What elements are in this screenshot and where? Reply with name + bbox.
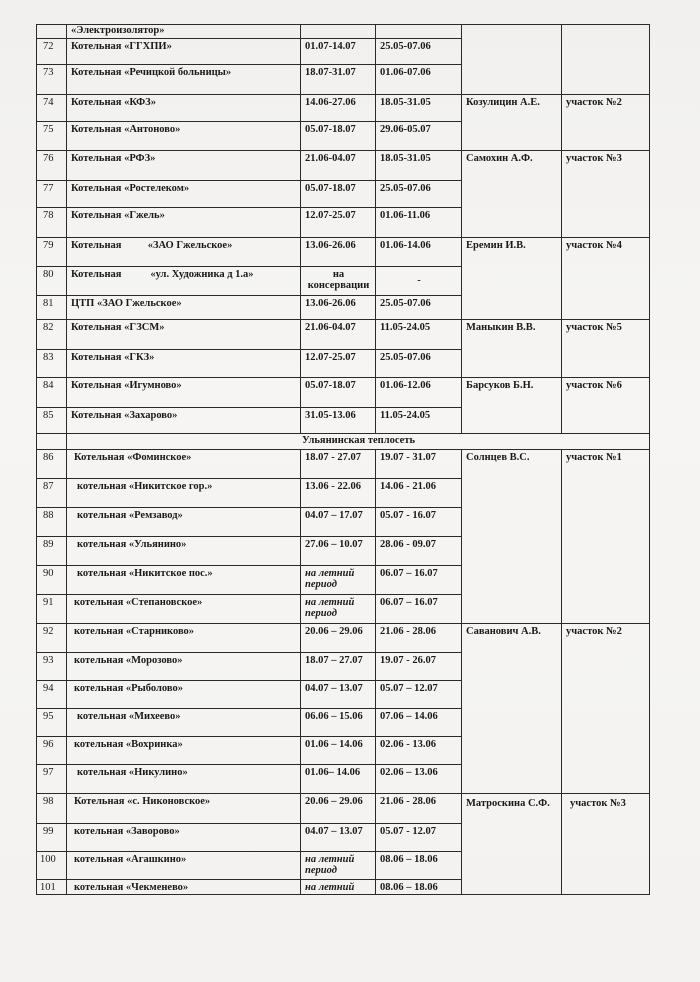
test-period: 20.06 – 29.06	[301, 794, 376, 824]
boiler-name: Котельная «ул. Художника д 1.а»	[67, 267, 301, 296]
row-number	[37, 25, 67, 39]
row-number: 98	[37, 794, 67, 824]
test-period: 04.07 – 17.07	[301, 508, 376, 537]
boiler-name: Котельная «ГКЗ»	[67, 350, 301, 378]
responsible-person: Барсуков Б.Н.	[462, 378, 562, 434]
test-period: 21.06-04.07	[301, 151, 376, 181]
responsible-person: Матроскина С.Ф.	[462, 794, 562, 895]
responsible-person: Самохин А.Ф.	[462, 151, 562, 238]
row-number: 86	[37, 450, 67, 479]
boiler-name: Котельная «ГЗСМ»	[67, 320, 301, 350]
row-number: 94	[37, 681, 67, 709]
boiler-name: котельная «Морозово»	[67, 653, 301, 681]
boiler-name: котельная «Старниково»	[67, 624, 301, 653]
test-period: 21.06-04.07	[301, 320, 376, 350]
row-number: 75	[37, 122, 67, 151]
area-label: участок №4	[562, 238, 650, 320]
row-number: 89	[37, 537, 67, 566]
responsible-person: Саванович А.В.	[462, 624, 562, 794]
row-number: 73	[37, 65, 67, 95]
test-period: 01.06– 14.06	[301, 765, 376, 794]
boiler-name: котельная «Ульянино»	[67, 537, 301, 566]
shutdown-period: 06.07 – 16.07	[376, 595, 462, 624]
row-number: 92	[37, 624, 67, 653]
boiler-name: Котельная «Фоминское»	[67, 450, 301, 479]
boiler-name: котельная «Агашкино»	[67, 852, 301, 880]
boiler-name: Котельная «ЗАО Гжельское»	[67, 238, 301, 267]
boiler-name: Котельная «КФЗ»	[67, 95, 301, 122]
boiler-name: Котельная «Ростелеком»	[67, 181, 301, 208]
row-number: 100	[37, 852, 67, 880]
shutdown-period: 18.05-31.05	[376, 151, 462, 181]
table-row	[37, 95, 650, 122]
row-number: 78	[37, 208, 67, 238]
shutdown-period: 01.06-12.06	[376, 378, 462, 408]
table-row	[37, 320, 650, 350]
table-row	[37, 378, 650, 408]
shutdown-period: 11.05-24.05	[376, 320, 462, 350]
table-row	[37, 450, 650, 479]
boiler-name: «Электроизолятор»	[67, 25, 301, 39]
boiler-name: котельная «Чекменево»	[67, 880, 301, 895]
test-period: 12.07-25.07	[301, 350, 376, 378]
boiler-name: Котельная «Речицкой больницы»	[67, 65, 301, 95]
shutdown-period: 25.05-07.06	[376, 181, 462, 208]
shutdown-period	[376, 25, 462, 39]
area-label: участок №2	[562, 624, 650, 794]
area-label: участок №6	[562, 378, 650, 434]
row-number: 97	[37, 765, 67, 794]
row-number: 79	[37, 238, 67, 267]
area-label: участок №2	[562, 95, 650, 151]
section-row	[37, 434, 650, 450]
boiler-name: котельная «Ремзавод»	[67, 508, 301, 537]
test-period: 18.07-31.07	[301, 65, 376, 95]
shutdown-period: 25.05-07.06	[376, 350, 462, 378]
row-number: 101	[37, 880, 67, 895]
boiler-name: котельная «Рыболово»	[67, 681, 301, 709]
test-period: на летний период	[301, 566, 376, 595]
table-row	[37, 624, 650, 653]
schedule-table	[36, 24, 650, 895]
test-period: 13.06 - 22.06	[301, 479, 376, 508]
test-period: 12.07-25.07	[301, 208, 376, 238]
shutdown-period: 19.07 - 31.07	[376, 450, 462, 479]
test-period: на летний период	[301, 852, 376, 880]
section-title: Ульянинская теплосеть	[67, 434, 650, 450]
boiler-name: Котельная «ГГХПИ»	[67, 39, 301, 65]
boiler-name: котельная «Михеево»	[67, 709, 301, 737]
row-number: 91	[37, 595, 67, 624]
row-number: 85	[37, 408, 67, 434]
shutdown-period: 06.07 – 16.07	[376, 566, 462, 595]
test-period	[301, 25, 376, 39]
row-number: 72	[37, 39, 67, 65]
test-period: 04.07 – 13.07	[301, 681, 376, 709]
row-number	[37, 434, 67, 450]
shutdown-period: 11.05-24.05	[376, 408, 462, 434]
shutdown-period: 01.06-11.06	[376, 208, 462, 238]
row-number: 82	[37, 320, 67, 350]
responsible-person: Маныкин В.В.	[462, 320, 562, 378]
shutdown-period: 05.07 - 12.07	[376, 824, 462, 852]
row-number: 76	[37, 151, 67, 181]
row-number: 81	[37, 296, 67, 320]
shutdown-period: 25.05-07.06	[376, 296, 462, 320]
test-period: 27.06 – 10.07	[301, 537, 376, 566]
test-period: 13.06-26.06	[301, 296, 376, 320]
shutdown-period: 18.05-31.05	[376, 95, 462, 122]
test-period: 14.06-27.06	[301, 95, 376, 122]
responsible-person: Еремин И.В.	[462, 238, 562, 320]
shutdown-period: 01.06-14.06	[376, 238, 462, 267]
test-period: 13.06-26.06	[301, 238, 376, 267]
shutdown-period: 05.07 - 16.07	[376, 508, 462, 537]
shutdown-period: 29.06-05.07	[376, 122, 462, 151]
row-number: 96	[37, 737, 67, 765]
shutdown-period: 14.06 - 21.06	[376, 479, 462, 508]
row-number: 99	[37, 824, 67, 852]
boiler-name: ЦТП «ЗАО Гжельское»	[67, 296, 301, 320]
shutdown-period: -	[376, 267, 462, 296]
row-number: 88	[37, 508, 67, 537]
boiler-name: котельная «Заворово»	[67, 824, 301, 852]
area-label: участок №1	[562, 450, 650, 624]
boiler-name: котельная «Вохринка»	[67, 737, 301, 765]
test-period: 05.07-18.07	[301, 181, 376, 208]
boiler-name: Котельная «с. Никоновское»	[67, 794, 301, 824]
shutdown-period: 02.06 - 13.06	[376, 737, 462, 765]
responsible-person: Солнцев В.С.	[462, 450, 562, 624]
shutdown-period: 21.06 - 28.06	[376, 794, 462, 824]
area-label: участок №5	[562, 320, 650, 378]
boiler-name: котельная «Степановское»	[67, 595, 301, 624]
boiler-name: Котельная «Антоново»	[67, 122, 301, 151]
row-number: 83	[37, 350, 67, 378]
row-number: 74	[37, 95, 67, 122]
test-period: 06.06 – 15.06	[301, 709, 376, 737]
test-period: 04.07 – 13.07	[301, 824, 376, 852]
area-label: участок №3	[562, 151, 650, 238]
test-period: 05.07-18.07	[301, 378, 376, 408]
boiler-name: Котельная «Захарово»	[67, 408, 301, 434]
test-period: 18.07 - 27.07	[301, 450, 376, 479]
table-row	[37, 794, 650, 824]
boiler-name: Котельная «Гжель»	[67, 208, 301, 238]
test-period: 05.07-18.07	[301, 122, 376, 151]
shutdown-period: 05.07 – 12.07	[376, 681, 462, 709]
test-period: на летний период	[301, 595, 376, 624]
test-period: 01.07-14.07	[301, 39, 376, 65]
boiler-name: Котельная «Игумново»	[67, 378, 301, 408]
test-period: 31.05-13.06	[301, 408, 376, 434]
area-label	[562, 25, 650, 95]
test-period: 01.06 – 14.06	[301, 737, 376, 765]
table-row	[37, 151, 650, 181]
table-row	[37, 25, 650, 39]
shutdown-period: 25.05-07.06	[376, 39, 462, 65]
shutdown-period: 19.07 - 26.07	[376, 653, 462, 681]
boiler-name: Котельная «РФЗ»	[67, 151, 301, 181]
test-period: 18.07 – 27.07	[301, 653, 376, 681]
row-number: 90	[37, 566, 67, 595]
row-number: 93	[37, 653, 67, 681]
area-label: участок №3	[562, 794, 650, 895]
boiler-name: котельная «Никитское гор.»	[67, 479, 301, 508]
shutdown-period: 01.06-07.06	[376, 65, 462, 95]
row-number: 87	[37, 479, 67, 508]
row-number: 77	[37, 181, 67, 208]
table-row	[37, 238, 650, 267]
shutdown-period: 07.06 – 14.06	[376, 709, 462, 737]
responsible-person: Козулицин А.Е.	[462, 95, 562, 151]
boiler-name: котельная «Никулино»	[67, 765, 301, 794]
test-period: 20.06 – 29.06	[301, 624, 376, 653]
responsible-person	[462, 25, 562, 95]
test-period: на летний	[301, 880, 376, 895]
shutdown-period: 08.06 – 18.06	[376, 880, 462, 895]
row-number: 80	[37, 267, 67, 296]
shutdown-period: 21.06 - 28.06	[376, 624, 462, 653]
shutdown-period: 08.06 – 18.06	[376, 852, 462, 880]
shutdown-period: 02.06 – 13.06	[376, 765, 462, 794]
test-period: на консервации	[301, 267, 376, 296]
row-number: 95	[37, 709, 67, 737]
row-number: 84	[37, 378, 67, 408]
boiler-name: котельная «Никитское пос.»	[67, 566, 301, 595]
shutdown-period: 28.06 - 09.07	[376, 537, 462, 566]
